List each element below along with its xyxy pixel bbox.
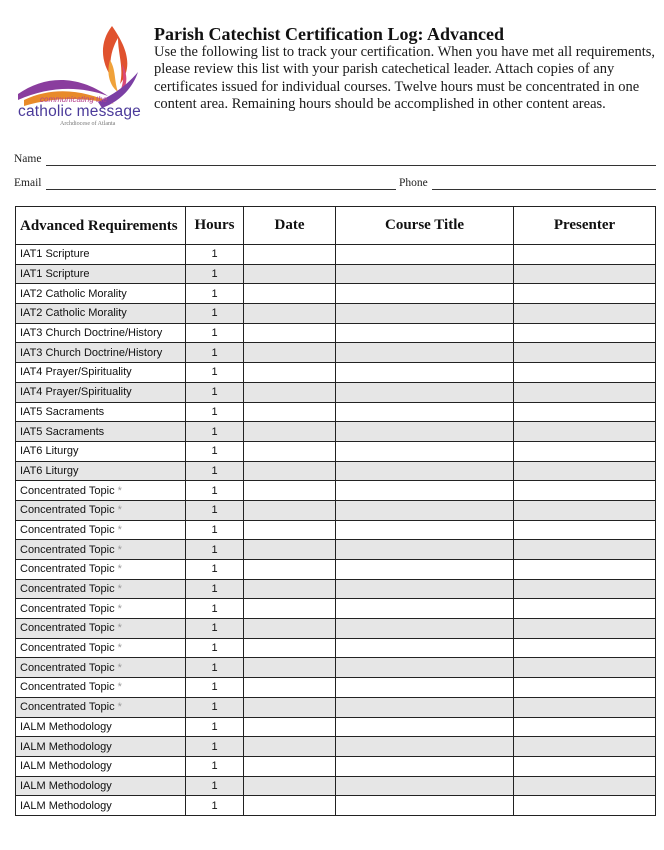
phone-field[interactable] xyxy=(432,189,656,190)
requirement-label: Concentrated Topic xyxy=(20,642,115,655)
requirement-cell xyxy=(16,304,186,324)
requirement-cell xyxy=(16,560,186,580)
requirement-label: Concentrated Topic xyxy=(20,701,115,714)
date-cell[interactable] xyxy=(244,382,336,402)
requirement-cell xyxy=(16,579,186,599)
table-row xyxy=(16,264,656,284)
table-row xyxy=(16,678,656,698)
certification-log-table xyxy=(15,206,656,816)
requirement-label: IAT2 Catholic Morality xyxy=(20,307,127,320)
requirement-label: IAT1 Scripture xyxy=(20,248,90,261)
presenter-cell[interactable] xyxy=(514,540,656,560)
table-row xyxy=(16,697,656,717)
requirement-label: IAT3 Church Doctrine/History xyxy=(20,327,163,340)
hours-cell: 1 xyxy=(186,284,244,304)
date-cell[interactable] xyxy=(244,363,336,383)
requirement-label: Concentrated Topic xyxy=(20,681,115,694)
concentrated-asterisk: * xyxy=(117,681,122,694)
hours-cell: 1 xyxy=(186,343,244,363)
requirement-label: IAT4 Prayer/Spirituality xyxy=(20,366,132,379)
presenter-cell[interactable] xyxy=(514,481,656,501)
hours-cell: 1 xyxy=(186,776,244,796)
course-title-cell[interactable] xyxy=(336,619,514,639)
hours-cell: 1 xyxy=(186,422,244,442)
date-cell[interactable] xyxy=(244,599,336,619)
course-title-cell[interactable] xyxy=(336,796,514,816)
requirement-cell xyxy=(16,717,186,737)
presenter-cell[interactable] xyxy=(514,323,656,343)
date-cell[interactable] xyxy=(244,796,336,816)
hours-cell: 1 xyxy=(186,619,244,639)
hours-cell: 1 xyxy=(186,520,244,540)
requirement-label: IALM Methodology xyxy=(20,779,112,792)
date-cell[interactable] xyxy=(244,756,336,776)
course-title-cell[interactable] xyxy=(336,343,514,363)
date-cell[interactable] xyxy=(244,481,336,501)
course-title-cell[interactable] xyxy=(336,520,514,540)
course-title-cell[interactable] xyxy=(336,737,514,757)
course-title-cell[interactable] xyxy=(336,402,514,422)
table-row xyxy=(16,382,656,402)
requirement-cell xyxy=(16,481,186,501)
logo-tagline: communicating the xyxy=(40,95,108,104)
hours-cell: 1 xyxy=(186,304,244,324)
date-cell[interactable] xyxy=(244,540,336,560)
phone-label: Phone xyxy=(399,177,428,189)
date-cell[interactable] xyxy=(244,579,336,599)
table-row xyxy=(16,796,656,816)
requirement-label: Concentrated Topic xyxy=(20,484,115,497)
date-cell[interactable] xyxy=(244,776,336,796)
table-row xyxy=(16,323,656,343)
table-row xyxy=(16,560,656,580)
course-title-cell[interactable] xyxy=(336,481,514,501)
column-header-date: Date xyxy=(244,207,336,245)
presenter-cell[interactable] xyxy=(514,264,656,284)
table-body xyxy=(16,245,656,816)
requirement-cell xyxy=(16,737,186,757)
table-header-row xyxy=(16,207,656,245)
table-row xyxy=(16,304,656,324)
table-row xyxy=(16,284,656,304)
course-title-cell[interactable] xyxy=(336,284,514,304)
concentrated-asterisk: * xyxy=(117,642,122,655)
name-label: Name xyxy=(14,153,42,165)
table-row xyxy=(16,441,656,461)
presenter-cell[interactable] xyxy=(514,678,656,698)
concentrated-asterisk: * xyxy=(117,622,122,635)
requirement-label: Concentrated Topic xyxy=(20,543,115,556)
intro-paragraph: Use the following list to track your certification. When you have met all requirements, please review this list with your parish catechetical leader. Attach copies of any certificates issued for individual courses. Twelve hours must be concentrated in one content area. Remaining hours should be accomplished in other content areas. xyxy=(154,44,656,112)
page-title: Parish Catechist Certification Log: Advanced xyxy=(154,24,504,44)
requirement-label: IAT6 Liturgy xyxy=(20,464,79,477)
table-row xyxy=(16,481,656,501)
hours-cell: 1 xyxy=(186,756,244,776)
table-row xyxy=(16,520,656,540)
hours-cell: 1 xyxy=(186,678,244,698)
logo-subtitle: Archdiocese of Atlanta xyxy=(60,121,116,127)
requirement-cell xyxy=(16,461,186,481)
presenter-cell[interactable] xyxy=(514,579,656,599)
table-row xyxy=(16,343,656,363)
requirement-label: Concentrated Topic xyxy=(20,504,115,517)
presenter-cell[interactable] xyxy=(514,343,656,363)
requirement-cell xyxy=(16,441,186,461)
date-cell[interactable] xyxy=(244,441,336,461)
date-cell[interactable] xyxy=(244,560,336,580)
course-title-cell[interactable] xyxy=(336,697,514,717)
table-row xyxy=(16,540,656,560)
requirement-label: Concentrated Topic xyxy=(20,622,115,635)
column-header-requirements: Advanced Requirements xyxy=(16,207,186,245)
hours-cell: 1 xyxy=(186,658,244,678)
email-label: Email xyxy=(14,177,42,189)
date-cell[interactable] xyxy=(244,461,336,481)
table-row xyxy=(16,638,656,658)
presenter-cell[interactable] xyxy=(514,737,656,757)
course-title-cell[interactable] xyxy=(336,599,514,619)
table-row xyxy=(16,658,656,678)
presenter-cell[interactable] xyxy=(514,461,656,481)
presenter-cell[interactable] xyxy=(514,638,656,658)
presenter-cell[interactable] xyxy=(514,658,656,678)
presenter-cell[interactable] xyxy=(514,363,656,383)
requirement-cell xyxy=(16,638,186,658)
requirement-cell xyxy=(16,343,186,363)
requirement-cell xyxy=(16,658,186,678)
course-title-cell[interactable] xyxy=(336,363,514,383)
presenter-cell[interactable] xyxy=(514,304,656,324)
table-row xyxy=(16,737,656,757)
concentrated-asterisk: * xyxy=(117,543,122,556)
date-cell[interactable] xyxy=(244,619,336,639)
presenter-cell[interactable] xyxy=(514,382,656,402)
hours-cell: 1 xyxy=(186,245,244,265)
presenter-cell[interactable] xyxy=(514,697,656,717)
hours-cell: 1 xyxy=(186,264,244,284)
requirement-cell xyxy=(16,402,186,422)
presenter-cell[interactable] xyxy=(514,422,656,442)
presenter-cell[interactable] xyxy=(514,796,656,816)
course-title-cell[interactable] xyxy=(336,658,514,678)
hours-cell: 1 xyxy=(186,402,244,422)
hours-cell: 1 xyxy=(186,697,244,717)
hours-cell: 1 xyxy=(186,363,244,383)
date-cell[interactable] xyxy=(244,343,336,363)
date-cell[interactable] xyxy=(244,737,336,757)
hours-cell: 1 xyxy=(186,737,244,757)
requirement-label: Concentrated Topic xyxy=(20,661,115,674)
requirement-cell xyxy=(16,323,186,343)
hours-cell: 1 xyxy=(186,441,244,461)
presenter-cell[interactable] xyxy=(514,245,656,265)
date-cell[interactable] xyxy=(244,402,336,422)
course-title-cell[interactable] xyxy=(336,245,514,265)
table-row xyxy=(16,717,656,737)
course-title-cell[interactable] xyxy=(336,756,514,776)
hours-cell: 1 xyxy=(186,796,244,816)
date-cell[interactable] xyxy=(244,323,336,343)
concentrated-asterisk: * xyxy=(117,484,122,497)
presenter-cell[interactable] xyxy=(514,619,656,639)
requirement-cell xyxy=(16,678,186,698)
requirement-label: IAT3 Church Doctrine/History xyxy=(20,346,163,359)
requirement-label: IAT2 Catholic Morality xyxy=(20,287,127,300)
requirement-label: IAT6 Liturgy xyxy=(20,445,79,458)
hours-cell: 1 xyxy=(186,461,244,481)
concentrated-asterisk: * xyxy=(117,661,122,674)
hours-cell: 1 xyxy=(186,540,244,560)
table-row xyxy=(16,245,656,265)
course-title-cell[interactable] xyxy=(336,304,514,324)
date-cell[interactable] xyxy=(244,678,336,698)
requirement-cell xyxy=(16,697,186,717)
date-cell[interactable] xyxy=(244,520,336,540)
requirement-label: IAT5 Sacraments xyxy=(20,405,105,418)
hours-cell: 1 xyxy=(186,382,244,402)
concentrated-asterisk: * xyxy=(117,701,122,714)
date-cell[interactable] xyxy=(244,245,336,265)
concentrated-asterisk: * xyxy=(117,523,122,536)
name-field[interactable] xyxy=(46,165,656,166)
date-cell[interactable] xyxy=(244,304,336,324)
course-title-cell[interactable] xyxy=(336,323,514,343)
requirement-cell xyxy=(16,422,186,442)
requirement-label: IALM Methodology xyxy=(20,720,112,733)
requirement-label: Concentrated Topic xyxy=(20,583,115,596)
table-row xyxy=(16,500,656,520)
date-cell[interactable] xyxy=(244,697,336,717)
requirement-label: IAT4 Prayer/Spirituality xyxy=(20,386,132,399)
course-title-cell[interactable] xyxy=(336,776,514,796)
concentrated-asterisk: * xyxy=(117,583,122,596)
requirement-cell xyxy=(16,776,186,796)
course-title-cell[interactable] xyxy=(336,441,514,461)
date-cell[interactable] xyxy=(244,658,336,678)
requirement-label: Concentrated Topic xyxy=(20,602,115,615)
presenter-cell[interactable] xyxy=(514,441,656,461)
logo-name: catholic message xyxy=(18,103,141,120)
presenter-cell[interactable] xyxy=(514,284,656,304)
hours-cell: 1 xyxy=(186,481,244,501)
presenter-cell[interactable] xyxy=(514,717,656,737)
hours-cell: 1 xyxy=(186,560,244,580)
presenter-cell[interactable] xyxy=(514,756,656,776)
requirement-label: Concentrated Topic xyxy=(20,563,115,576)
requirement-cell xyxy=(16,599,186,619)
date-cell[interactable] xyxy=(244,284,336,304)
presenter-cell[interactable] xyxy=(514,776,656,796)
requirement-label: IALM Methodology xyxy=(20,799,112,812)
table-row xyxy=(16,579,656,599)
column-header-hours: Hours xyxy=(186,207,244,245)
course-title-cell[interactable] xyxy=(336,540,514,560)
requirement-cell xyxy=(16,796,186,816)
requirement-label: Concentrated Topic xyxy=(20,523,115,536)
requirement-label: IAT1 Scripture xyxy=(20,268,90,281)
course-title-cell[interactable] xyxy=(336,264,514,284)
requirement-cell xyxy=(16,284,186,304)
presenter-cell[interactable] xyxy=(514,402,656,422)
course-title-cell[interactable] xyxy=(336,422,514,442)
requirement-cell xyxy=(16,245,186,265)
table-row xyxy=(16,756,656,776)
hours-cell: 1 xyxy=(186,638,244,658)
requirement-label: IALM Methodology xyxy=(20,760,112,773)
email-field[interactable] xyxy=(46,189,396,190)
date-cell[interactable] xyxy=(244,500,336,520)
course-title-cell[interactable] xyxy=(336,579,514,599)
course-title-cell[interactable] xyxy=(336,638,514,658)
hours-cell: 1 xyxy=(186,323,244,343)
date-cell[interactable] xyxy=(244,422,336,442)
requirement-label: IAT5 Sacraments xyxy=(20,425,105,438)
course-title-cell[interactable] xyxy=(336,560,514,580)
concentrated-asterisk: * xyxy=(117,504,122,517)
requirement-cell xyxy=(16,540,186,560)
presenter-cell[interactable] xyxy=(514,560,656,580)
table-row xyxy=(16,461,656,481)
course-title-cell[interactable] xyxy=(336,717,514,737)
table-row xyxy=(16,363,656,383)
requirement-cell xyxy=(16,520,186,540)
requirement-cell xyxy=(16,264,186,284)
requirement-cell xyxy=(16,756,186,776)
hours-cell: 1 xyxy=(186,500,244,520)
requirement-label: IALM Methodology xyxy=(20,740,112,753)
table-row xyxy=(16,599,656,619)
concentrated-asterisk: * xyxy=(117,602,122,615)
requirement-cell xyxy=(16,382,186,402)
requirement-cell xyxy=(16,619,186,639)
table-row xyxy=(16,402,656,422)
column-header-presenter: Presenter xyxy=(514,207,656,245)
hours-cell: 1 xyxy=(186,599,244,619)
hours-cell: 1 xyxy=(186,579,244,599)
course-title-cell[interactable] xyxy=(336,382,514,402)
presenter-cell[interactable] xyxy=(514,500,656,520)
date-cell[interactable] xyxy=(244,717,336,737)
requirement-cell xyxy=(16,363,186,383)
date-cell[interactable] xyxy=(244,638,336,658)
table-row xyxy=(16,619,656,639)
concentrated-asterisk: * xyxy=(117,563,122,576)
course-title-cell[interactable] xyxy=(336,678,514,698)
presenter-cell[interactable] xyxy=(514,599,656,619)
hours-cell: 1 xyxy=(186,717,244,737)
requirement-cell xyxy=(16,500,186,520)
table-row xyxy=(16,776,656,796)
date-cell[interactable] xyxy=(244,264,336,284)
table-row xyxy=(16,422,656,442)
column-header-course-title: Course Title xyxy=(336,207,514,245)
presenter-cell[interactable] xyxy=(514,520,656,540)
course-title-cell[interactable] xyxy=(336,500,514,520)
course-title-cell[interactable] xyxy=(336,461,514,481)
